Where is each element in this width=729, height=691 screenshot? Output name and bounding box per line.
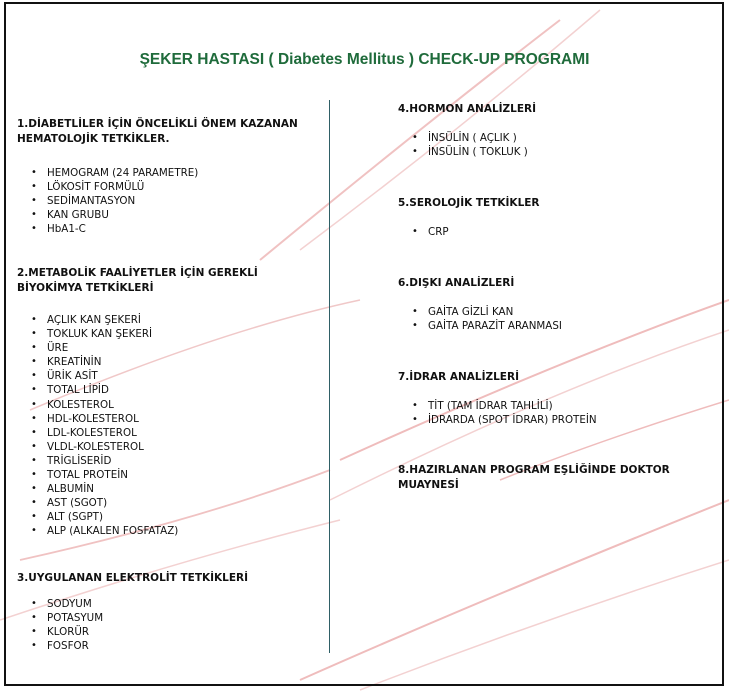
section-stool	[398, 276, 698, 333]
bullet-icon: •	[31, 412, 37, 424]
list-item: • ALT (SGPT)	[31, 511, 103, 524]
list-item: • GAİTA GİZLİ KAN	[412, 306, 514, 318]
list-item: • TİT (TAM İDRAR TAHLİLİ)	[412, 400, 553, 412]
section-electrolytes	[17, 571, 322, 653]
section-heading: 4.HORMON ANALİZLERİ	[398, 103, 537, 115]
page-title: ŞEKER HASTASI ( Diabetes Mellitus ) CHECK-UP PROGRAMI	[139, 51, 590, 68]
list-item: • SEDİMANTASYON	[31, 195, 136, 208]
bullet-icon: •	[412, 400, 418, 411]
bullet-icon: •	[31, 511, 37, 523]
bullet-icon: •	[412, 146, 418, 158]
section-heading: 6.DIŞKI ANALİZLERİ	[398, 277, 515, 289]
bullet-icon: •	[31, 398, 37, 410]
bullet-icon: •	[31, 426, 37, 438]
list-item: • LÖKOSİT FORMÜLÜ	[31, 181, 145, 194]
list-item: • LDL-KOLESTEROL	[31, 426, 137, 439]
list-item: • HDL-KOLESTEROL	[31, 412, 139, 425]
item-list	[398, 225, 698, 239]
list-item: • AST (SGOT)	[31, 497, 108, 510]
item-list	[17, 597, 322, 653]
bullet-icon: •	[31, 195, 37, 207]
bullet-icon: •	[31, 598, 37, 609]
list-item: • HbA1-C	[31, 223, 86, 236]
bullet-icon: •	[31, 640, 37, 652]
bullet-icon: •	[31, 314, 37, 325]
section-hormones	[398, 102, 698, 159]
bullet-icon: •	[31, 384, 37, 396]
bullet-icon: •	[31, 483, 37, 495]
bullet-icon: •	[412, 132, 418, 143]
list-item: • FOSFOR	[31, 640, 89, 653]
bullet-icon: •	[31, 356, 37, 368]
bullet-icon: •	[31, 469, 37, 481]
list-item: • KREATİNİN	[31, 356, 102, 369]
bullet-icon: •	[31, 626, 37, 638]
list-item: • İNSÜLİN ( AÇLIK )	[412, 132, 517, 144]
bullet-icon: •	[31, 497, 37, 509]
bullet-icon: •	[31, 454, 37, 466]
list-item: • KAN GRUBU	[31, 209, 109, 222]
list-item: • ÜRİK ASİT	[31, 370, 98, 383]
list-item: • POTASYUM	[31, 612, 104, 625]
section-heading: 1.DİABETLİLER İÇİN ÖNCELİKLİ ÖNEM KAZANAN HEMATOLOJİK TETKİKLER.	[17, 118, 298, 145]
item-list	[398, 399, 698, 427]
section-doctor-exam	[398, 463, 688, 493]
list-item: • AÇLIK KAN ŞEKERİ	[31, 314, 141, 326]
section-hematology	[17, 117, 317, 236]
bullet-icon: •	[412, 414, 418, 426]
section-heading: 3.UYGULANAN ELEKTROLİT TETKİKLERİ	[17, 572, 249, 584]
bullet-icon: •	[412, 226, 418, 237]
list-item: • KLORÜR	[31, 626, 90, 639]
bullet-icon: •	[31, 167, 37, 178]
bullet-icon: •	[31, 328, 37, 340]
list-item: • İDRARDA (SPOT İDRAR) PROTEİN	[412, 414, 597, 427]
list-item: • ALBUMİN	[31, 483, 95, 496]
list-item: • VLDL-KOLESTEROL	[31, 440, 144, 453]
bullet-icon: •	[31, 525, 37, 537]
list-item: • KOLESTEROL	[31, 398, 114, 411]
bullet-icon: •	[31, 342, 37, 354]
list-item: • ÜRE	[31, 342, 69, 355]
section-urine	[398, 370, 698, 427]
bullet-icon: •	[412, 306, 418, 317]
item-list	[398, 131, 698, 159]
bullet-icon: •	[31, 612, 37, 624]
list-item: • ALP (ALKALEN FOSFATAZ)	[31, 525, 179, 538]
list-item: • GAİTA PARAZİT ARANMASI	[412, 320, 562, 333]
bullet-icon: •	[31, 209, 37, 221]
list-item: • İNSÜLİN ( TOKLUK )	[412, 146, 528, 159]
bullet-icon: •	[31, 181, 37, 193]
bullet-icon: •	[31, 440, 37, 452]
bullet-icon: •	[412, 320, 418, 332]
bullet-icon: •	[31, 370, 37, 382]
section-serology	[398, 196, 698, 239]
section-heading: 2.METABOLİK FAALİYETLER İÇİN GEREKLİ BİYOKİMYA TETKİKLERİ	[17, 267, 258, 294]
section-heading: 7.İDRAR ANALİZLERİ	[398, 371, 519, 383]
list-item: • HEMOGRAM (24 PARAMETRE)	[31, 167, 199, 179]
item-list	[17, 166, 317, 236]
list-item: • TOTAL LİPİD	[31, 384, 109, 397]
item-list	[398, 305, 698, 333]
list-item: • CRP	[412, 226, 449, 238]
list-item: • TRİGLİSERİD	[31, 454, 112, 467]
column-divider	[329, 100, 330, 653]
section-biochemistry	[17, 266, 322, 539]
section-heading: 8.HAZIRLANAN PROGRAM EŞLİĞİNDE DOKTOR MUAYNESİ	[398, 464, 670, 491]
item-list	[17, 313, 322, 539]
section-heading: 5.SEROLOJİK TETKİKLER	[398, 197, 540, 209]
list-item: • TOTAL PROTEİN	[31, 469, 128, 482]
list-item: • TOKLUK KAN ŞEKERİ	[31, 328, 153, 341]
list-item: • SODYUM	[31, 598, 92, 610]
bullet-icon: •	[31, 223, 37, 235]
